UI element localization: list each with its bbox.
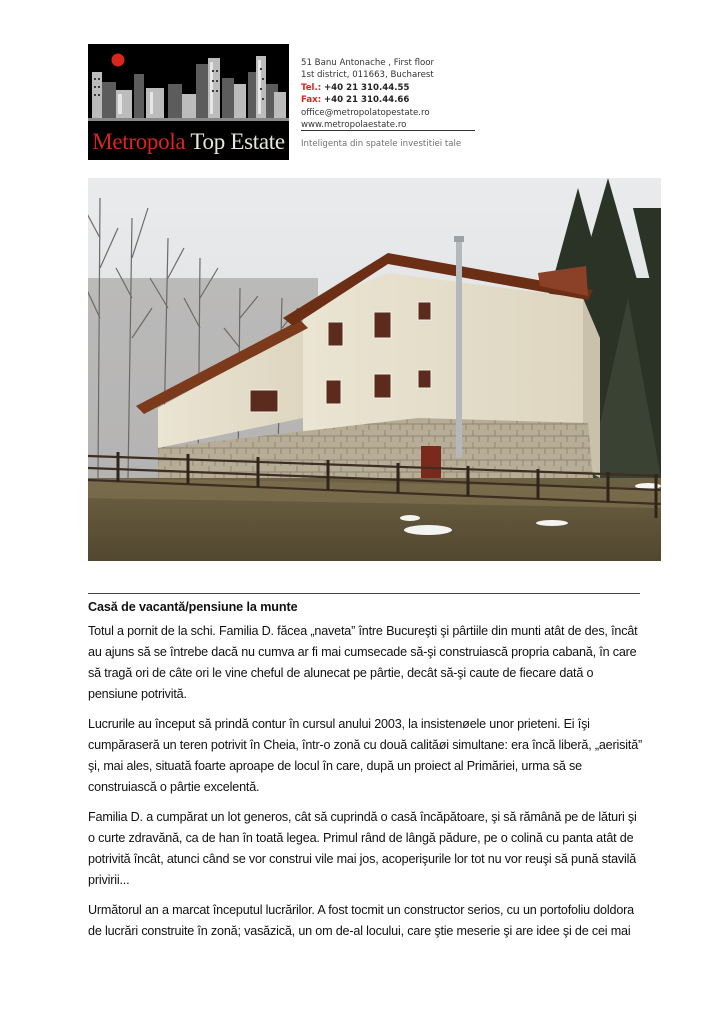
- logo-word-metropola: Metropola: [92, 129, 186, 154]
- paragraph-line: au ajuns să se întrebe dacă nu cumva ar fi mai cumsecade să-şi construiască propria cabană, în care: [88, 645, 637, 659]
- contact-block: [301, 57, 501, 131]
- fax-number: +40 21 310.44.66: [323, 95, 410, 106]
- house-photo: [88, 178, 661, 561]
- paragraph-line: şi, mai ales, situată foarte aproape de locul în care, după un proiect al Primăriei, urma să se: [88, 759, 582, 773]
- company-logo: [88, 44, 289, 160]
- address-line-2: 1st district, 011663, Bucharest: [301, 70, 434, 81]
- article-paragraph-4: [88, 900, 644, 942]
- house-photo-illustration: [88, 178, 661, 561]
- phone-number: +40 21 310.44.55: [323, 82, 410, 93]
- paragraph-line: o curte zdravănă, ca de han în toată legea. Primul rând de lângă pădure, pe o colină cu panta atât de: [88, 831, 634, 845]
- article: [88, 598, 644, 951]
- paragraph-line: Următorul an a marcat începutul lucrărilor. A fost tocmit un constructor serios, cu un portofoliu doldora: [88, 903, 634, 917]
- paragraph-line: Lucrurile au început să prindă contur în cursul anului 2003, la insistenøele unor prieteni. Ei îşi: [88, 717, 590, 731]
- fax-label: Fax:: [301, 95, 322, 106]
- section-divider: [88, 593, 640, 594]
- website-url: www.metropolaestate.ro: [301, 120, 407, 131]
- contact-divider: [301, 130, 475, 131]
- paragraph-line: privirii...: [88, 873, 130, 887]
- paragraph-line: Totul a pornit de la schi. Familia D. făcea „naveta” între Bucureşti şi pârtiile din munti atât de des, încât: [88, 624, 638, 638]
- article-paragraph-3: [88, 807, 644, 891]
- paragraph-line: Familia D. a cumpărat un lot generos, cât să cuprindă o casă încăpătoare, şi să rămână pe de lături şi: [88, 810, 637, 824]
- paragraph-line: pensiune potrivită.: [88, 687, 187, 701]
- paragraph-line: construiască o pârtie excelentă.: [88, 780, 260, 794]
- phone-label: Tel.:: [301, 82, 322, 93]
- logo-wordmark: [88, 129, 289, 155]
- phone-line: [301, 82, 501, 94]
- paragraph-line: de lucrări construite în zonă; vasăzică, un om de-al locului, care ştie meserie şi are idee şi de cei mai: [88, 924, 631, 938]
- article-title: Casă de vacantă/pensiune la munte: [88, 600, 298, 614]
- paragraph-line: să tragă ori de câte ori le vine cheful de alunecat pe pârtie, decât să-şi caute de fiecare dată o: [88, 666, 594, 680]
- company-tagline: Inteligenta din spatele investitiei tale: [301, 139, 462, 149]
- email-address: office@metropolatopestate.ro: [301, 107, 430, 118]
- fax-line: [301, 94, 501, 106]
- article-paragraph-1: [88, 621, 644, 705]
- logo-word-top-estate: Top Estate: [190, 129, 285, 154]
- paragraph-line: potrivită încât, atunci când se vor construi vile mai jos, acoperişurile lor tot nu vor reuşi să pună stavilă: [88, 852, 637, 866]
- article-paragraph-2: [88, 714, 644, 798]
- paragraph-line: cumpăraseră un teren potrivit în Cheia, într-o zonă cu două calităøi simultane: era încă liberă, „aerisită”: [88, 738, 643, 752]
- address-line-1: 51 Banu Antonache , First floor: [301, 58, 435, 68]
